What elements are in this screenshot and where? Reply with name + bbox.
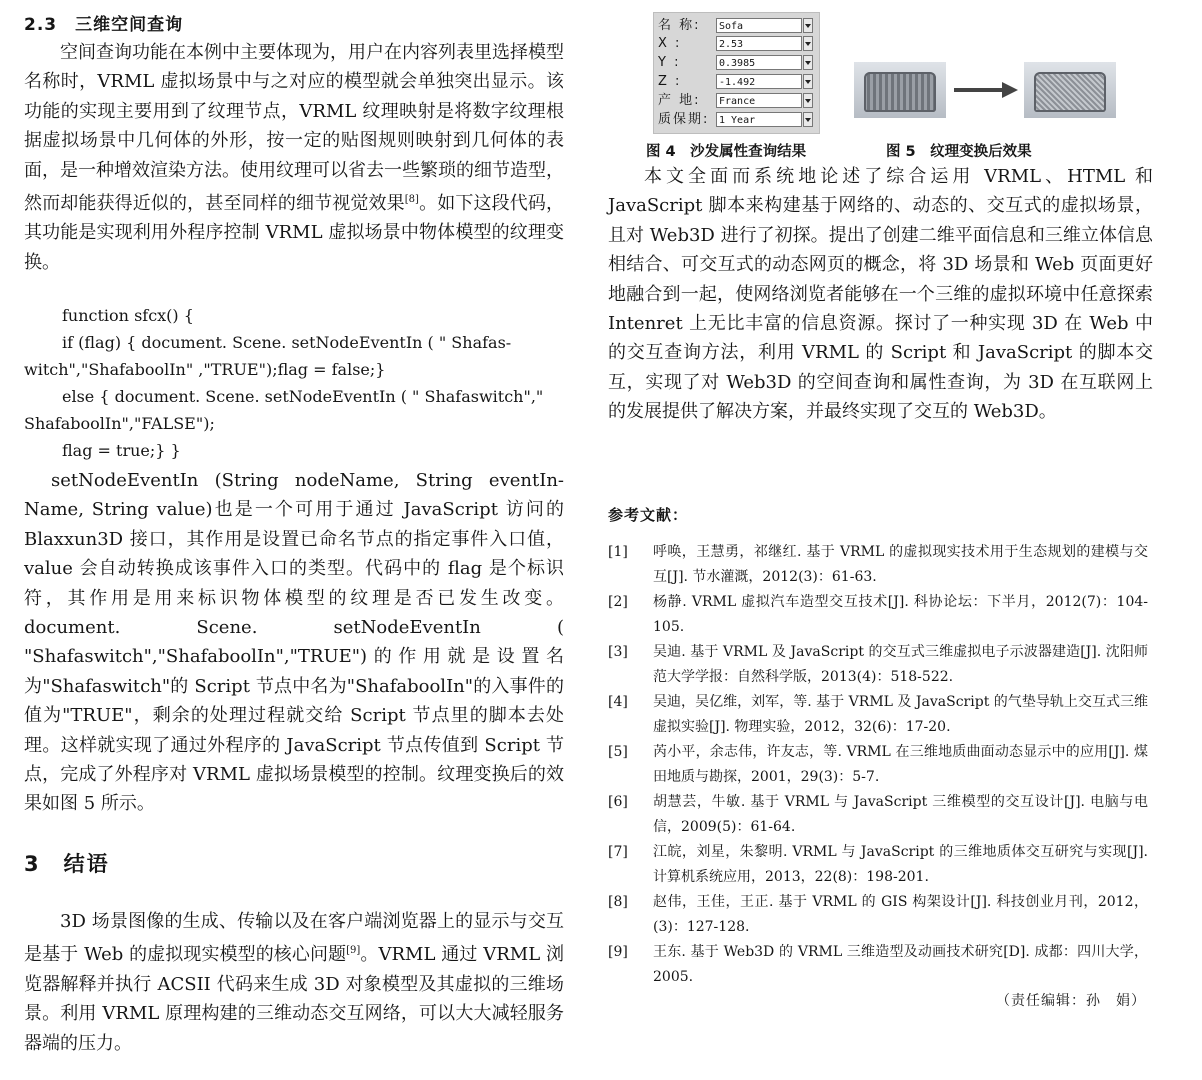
reference-text: 吴迪，吴亿维，刘军，等. 基于 VRML 及 JavaScript 的气垫导轨上交互式三维虚拟实验[J]. 物理实验，2012，32(6)：17-20. <box>653 694 1148 735</box>
attr-value: 0.3985 <box>716 55 802 70</box>
attr-value: -1.492 <box>716 74 802 89</box>
sofa-before-image <box>854 62 946 118</box>
attr-value: Sofa <box>716 18 802 33</box>
reference-item <box>608 590 1153 640</box>
reference-number: [3] <box>608 644 628 660</box>
reference-text: 吴迪. 基于 VRML 及 JavaScript 的交互式三维虚拟电子示波器建造[J]. 沈阳师范大学学报：自然科学版，2013(4)：518-522. <box>653 644 1148 685</box>
attr-label: X : <box>658 36 682 51</box>
reference-item <box>608 790 1153 840</box>
attr-value: France <box>716 93 802 108</box>
reference-number: [4] <box>608 694 628 710</box>
sofa-icon <box>1034 72 1106 112</box>
reference-number: [1] <box>608 544 628 560</box>
attr-row-y <box>658 54 818 71</box>
attr-row-warranty <box>658 111 818 128</box>
sofa-after-image <box>1024 62 1116 118</box>
reference-text: 芮小平，余志伟，许友志，等. VRML 在三维地质曲面动态显示中的应用[J]. 煤田地质与勘探，2001，29(3)：5-7. <box>653 744 1148 785</box>
reference-item <box>608 740 1153 790</box>
code-line: if (flag) { document. Scene. setNodeEventIn ( " Shafas- <box>62 333 512 352</box>
reference-item <box>608 890 1153 940</box>
attr-row-origin <box>658 92 818 109</box>
code-line: else { document. Scene. setNodeEventIn ( " Shafaswitch"," <box>62 387 544 406</box>
figure-4-attribute-panel <box>653 12 820 134</box>
attr-label: Z : <box>658 74 682 89</box>
reference-number: [6] <box>608 794 628 810</box>
figure-5-texture-change <box>850 62 1150 132</box>
references-list <box>608 540 1153 990</box>
sofa-icon <box>864 72 936 112</box>
code-line: function sfcx() { <box>62 306 194 325</box>
reference-number: [9] <box>608 944 628 960</box>
paragraph-conclusion <box>24 907 564 1058</box>
dropdown-arrow-icon <box>803 74 813 89</box>
reference-item <box>608 640 1153 690</box>
paragraph-summary: 本文全面而系统地论述了综合运用 VRML、HTML 和 JavaScript 脚本来构建基于网络的、动态的、交互式的虚拟场景，且对 Web3D 进行了初探。提出了创建二维平面信息和三维立体信息相结合、可交互式的动态网页的概念，将 3D 场景和 Web 页面更好地融合到一起，使网络浏览者能够在一个三维的虚拟环境中任意探索 Intenret 上无比丰富的信息资源。探讨了一种实现 3D 在 Web 中的交互查询方法，利用 VRML 的 Script 和 JavaScript 的脚本交互，实现了对 Web3D 的空间查询和属性查询，为 3D 在互联网上的发展提供了解决方案，并最终实现了交互的 Web3D。 <box>608 166 1153 423</box>
attr-label: 名 称: <box>658 18 701 33</box>
figure-4-caption: 图 4 沙发属性查询结果 <box>646 144 807 160</box>
reference-text: 胡慧芸，牛敏. 基于 VRML 与 JavaScript 三维模型的交互设计[J]. 电脑与电信，2009(5)：61-64. <box>653 794 1148 835</box>
code-line: ShafaboolIn","FALSE"); <box>24 414 215 433</box>
citation-9: [9] <box>346 945 361 957</box>
para1-text-b: 。如下这段代码，其功能是实现利用外程序控制 VRML 虚拟场景中物体模型的纹理变换。 <box>24 193 565 273</box>
reference-number: [5] <box>608 744 628 760</box>
attr-value: 1 Year <box>716 112 802 127</box>
reference-text: 呼唤，王慧勇，祁继红. 基于 VRML 的虚拟现实技术用于生态规划的建模与交互[J]. 节水灌溉，2012(3)：61-63. <box>653 544 1148 585</box>
section-heading-3: 3 结语 <box>24 852 110 876</box>
dropdown-arrow-icon <box>803 55 813 70</box>
reference-number: [2] <box>608 594 628 610</box>
section-heading-2-3: 2.3 三维空间查询 <box>24 15 184 35</box>
attr-label: 产 地: <box>658 93 701 108</box>
dropdown-arrow-icon <box>803 93 813 108</box>
reference-item <box>608 540 1153 590</box>
attr-row-x <box>658 35 818 52</box>
code-block <box>24 302 564 464</box>
reference-text: 王东. 基于 Web3D 的 VRML 三维造型及动画技术研究[D]. 成都：四川大学，2005. <box>653 944 1148 985</box>
reference-item <box>608 840 1153 890</box>
attr-row-name <box>658 17 818 34</box>
reference-text: 赵伟，王佳，王正. 基于 VRML 的 GIS 构架设计[J]. 科技创业月刊，2012，(3)：127-128. <box>653 894 1148 935</box>
references-heading: 参考文献： <box>608 506 689 524</box>
figure-5-caption: 图 5 纹理变换后效果 <box>886 144 1032 160</box>
reference-item <box>608 940 1153 990</box>
paragraph-spatial-query <box>24 38 564 277</box>
reference-text: 杨静. VRML 虚拟汽车造型交互技术[J]. 科协论坛：下半月，2012(7)：104-105. <box>653 594 1148 635</box>
para4-text-a: 3D 场景图像的生成、传输以及在客户端浏览器上的显示与交互是基于 Web 的虚拟现实模型的核心问题 <box>24 911 564 966</box>
code-line: flag = true;} } <box>62 441 181 460</box>
attr-label: 质保期: <box>658 112 710 127</box>
right-arrow-icon <box>954 80 1018 100</box>
dropdown-arrow-icon <box>803 18 813 33</box>
dropdown-arrow-icon <box>803 112 813 127</box>
reference-number: [8] <box>608 894 628 910</box>
paragraph-setnodeeventin: setNodeEventIn (String nodeName, String eventIn-Name, String value)也是一个可用于通过 JavaScript 访问的 Blaxxun3D 接口，其作用是设置已命名节点的指定事件入口值，value 会自动转换成该事件入口的类型。代码中的 flag 是个标识符，其作用是用来标识物体模型的纹理是否已发生改变。document. Scene. setNodeEventIn ( "Shafaswitch","ShafaboolIn","TRUE")的作用就是设置名为"Shafaswitch"的 Script 节点中名为"ShafaboolIn"的入事件的值为"TRUE"，剩余的处理过程就交给 Script 节点里的脚本去处理。这样就实现了通过外程序的 JavaScript 节点传值到 Script 节点，完成了外程序对 VRML 虚拟场景模型的控制。纹理变换后的效果如图 5 所示。 <box>24 470 564 815</box>
code-line: witch","ShafaboolIn" ,"TRUE");flag = false;} <box>24 360 386 379</box>
reference-item <box>608 690 1153 740</box>
reference-number: [7] <box>608 844 628 860</box>
editor-note: （责任编辑：孙 娟） <box>996 993 1146 1009</box>
reference-text: 江皖，刘星，朱黎明. VRML 与 JavaScript 的三维地质体交互研究与实现[J]. 计算机系统应用，2013，22(8)：198-201. <box>653 844 1148 885</box>
citation-8: [8] <box>404 194 419 206</box>
para4-text-b: 。VRML 通过 VRML 浏览器解释并执行 ACSII 代码来生成 3D 对象模型及其虚拟的三维场景。利用 VRML 原理构建的三维动态交互网络，可以大大减轻服务器端的压力。 <box>24 944 564 1054</box>
para1-text-a: 空间查询功能在本例中主要体现为，用户在内容列表里选择模型名称时，VRML 虚拟场景中与之对应的模型就会单独突出显示。该功能的实现主要用到了纹理节点，VRML 纹理映射是将数字纹理根据虚拟场景中几何体的外形，按一定的贴图规则映射到几何体的表面，是一种增效渲染方法。使用纹理可以省去一些繁琐的细节造型，然而却能获得近似的，甚至同样的细节视觉效果 <box>24 42 564 215</box>
attr-value: 2.53 <box>716 36 802 51</box>
dropdown-arrow-icon <box>803 36 813 51</box>
attr-label: Y : <box>658 55 681 70</box>
attr-row-z <box>658 73 818 90</box>
